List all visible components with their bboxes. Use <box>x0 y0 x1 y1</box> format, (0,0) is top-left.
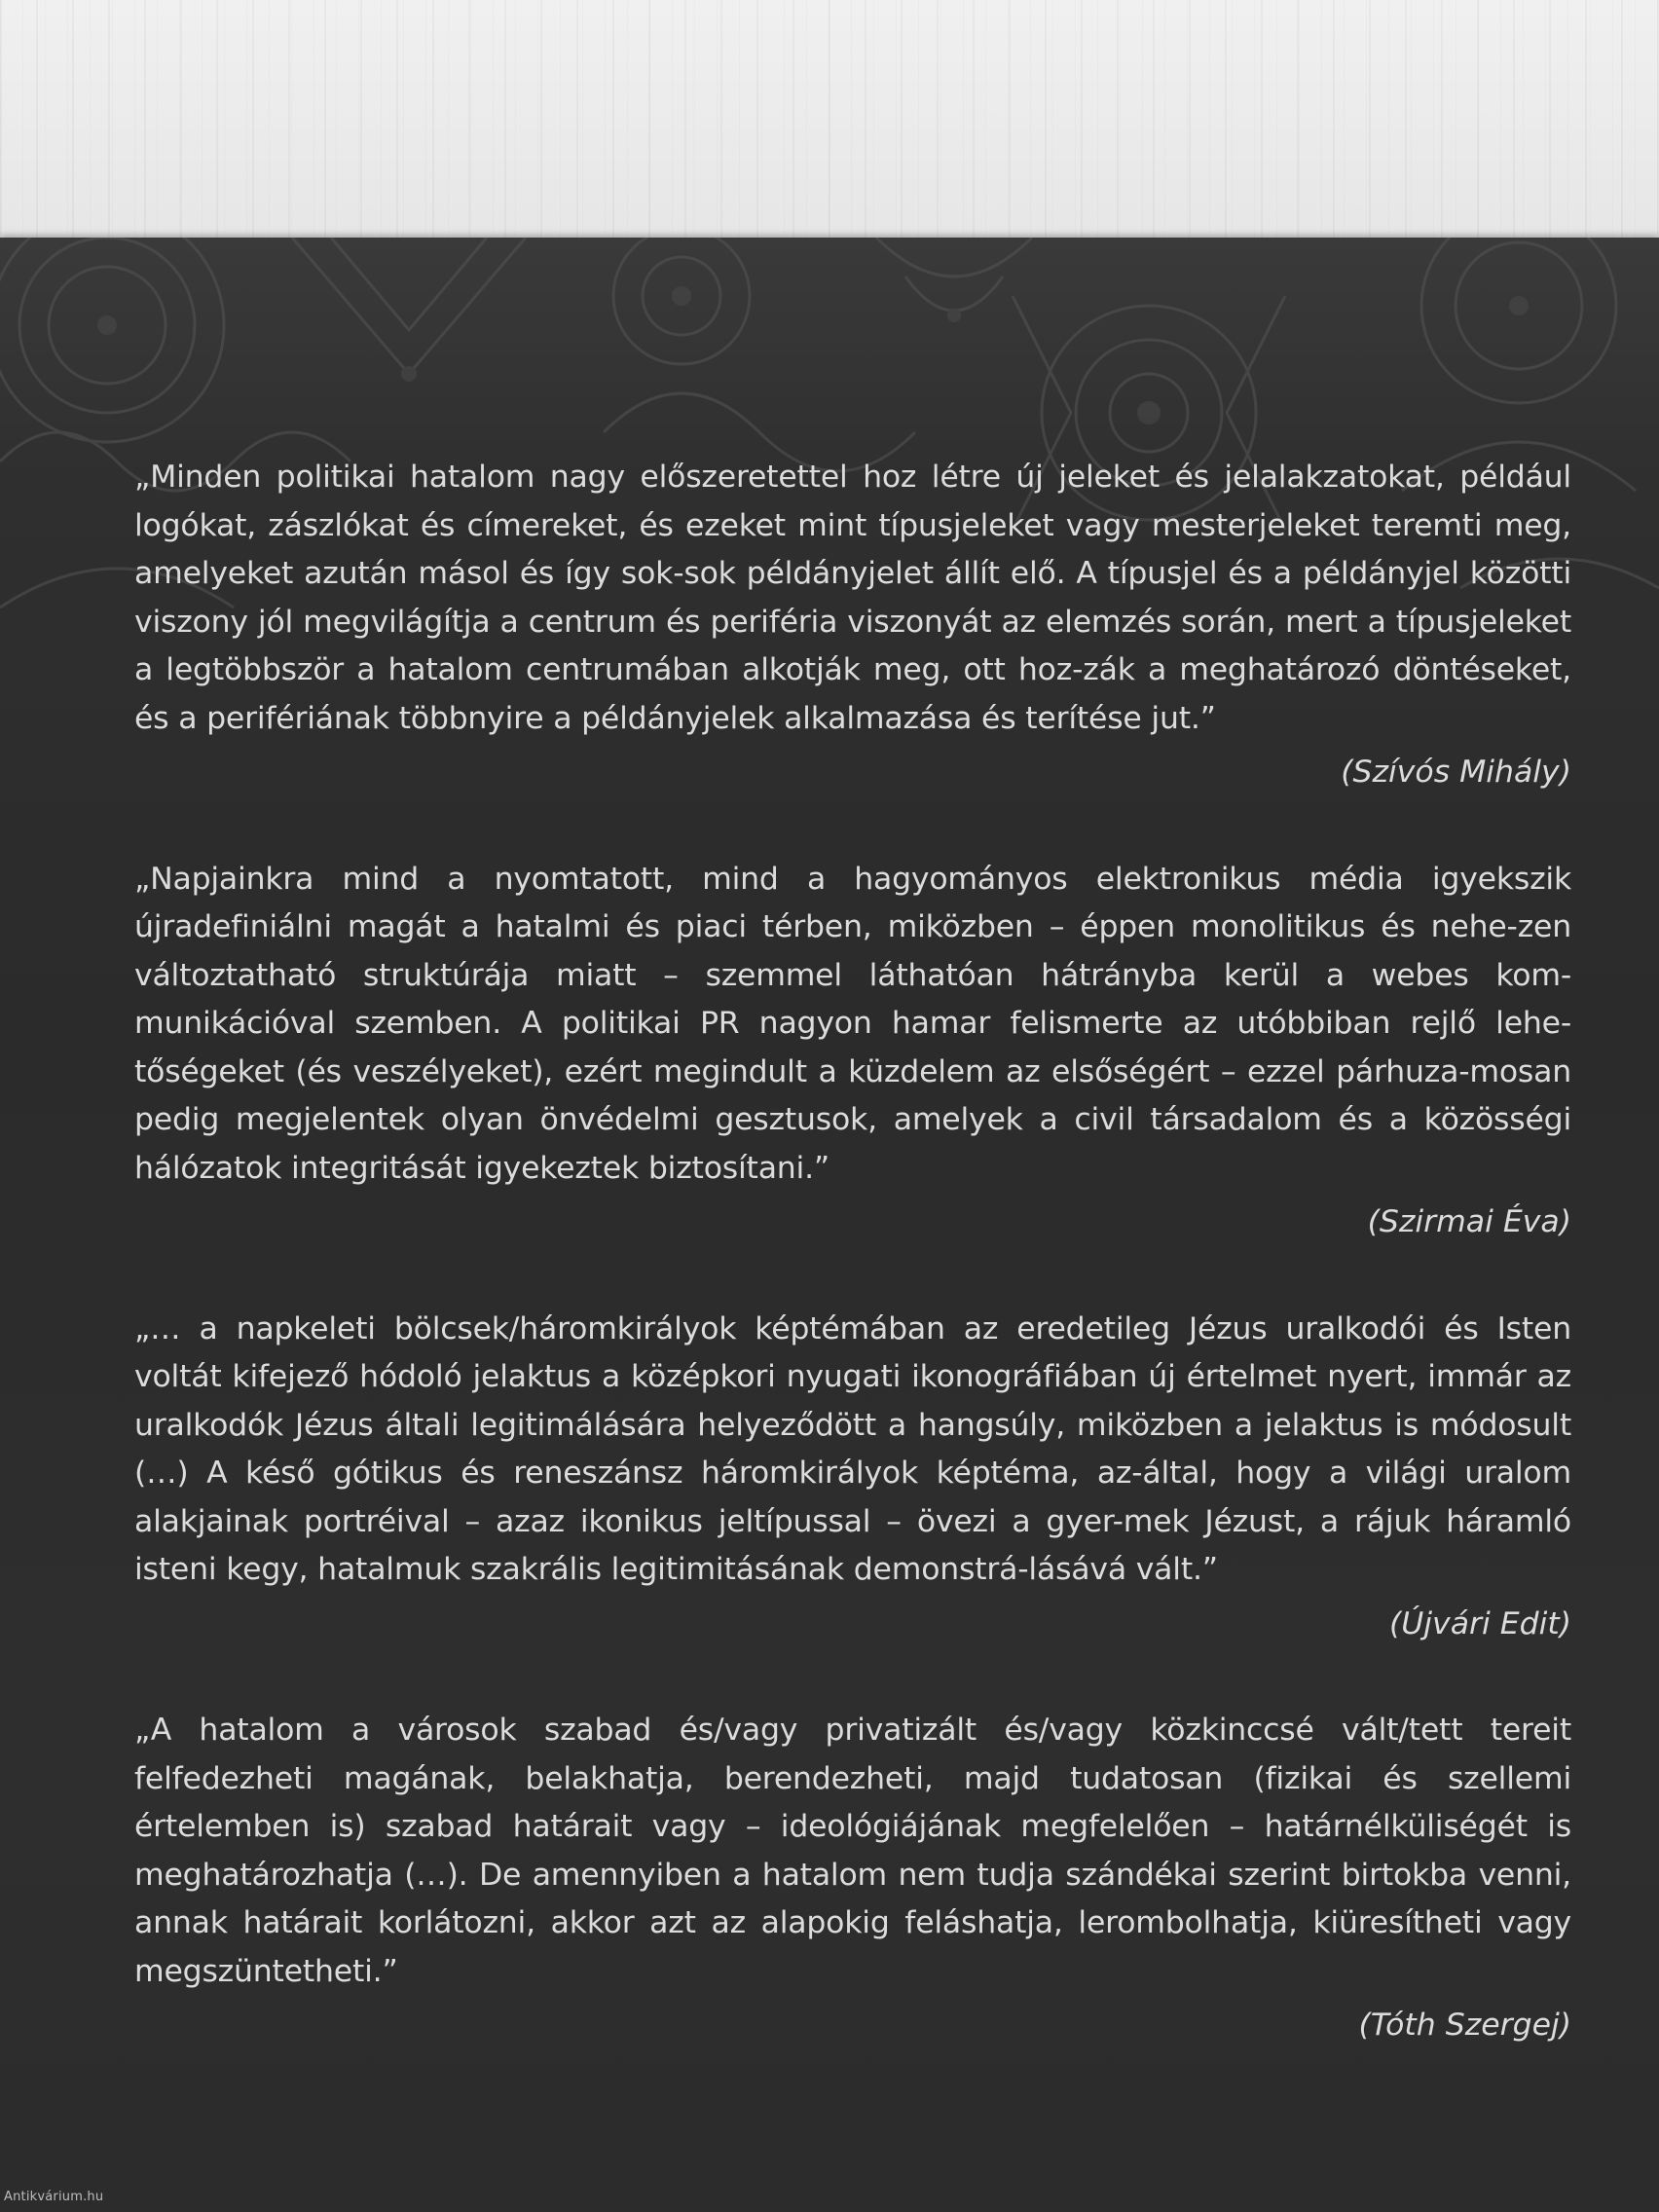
quote-block <box>134 1707 1571 2050</box>
book-back-cover <box>0 238 1659 2212</box>
quote-block <box>134 856 1571 1247</box>
quote-block <box>134 454 1571 797</box>
quote-text: „Napjainkra mind a nyomtatott, mind a hagyományos elektronikus média igyekszik újradefiniálni magát a hatalmi és piaci térben, miközben – éppen monolitikus és nehe-zen változtatható struktúrája miatt – szemmel láthatóan hátrányba kerül a webes kom-munikációval szemben. A politikai PR nagyon hamar felismerte az utóbbiban rejlő lehe-tőségeket (és veszélyeket), ezért megindult a küzdelem az elsőségért – ezzel párhuza-mosan pedig megjelentek olyan önvédelmi gesztusok, amelyek a civil társadalom és a közösségi hálózatok integritását igyekeztek biztosítani.” <box>134 861 1571 1186</box>
quotes-container <box>134 454 1571 2050</box>
quote-author: (Szívós Mihály) <box>1341 755 1571 790</box>
quote-text: „A hatalom a városok szabad és/vagy privatizált és/vagy közkinccsé vált/tett tereit felfedezheti magának, belakhatja, berendezheti, majd tudatosan (fizikai és szellemi értelemben is) szabad határait vagy – ideológiájának megfelelően – határnélküliségét is meghatározhatja (…). De amennyiben a hatalom nem tudja szándékai szerint birtokba venni, annak határait korlátozni, akkor azt az alapokig feláshatja, lerombolhatja, kiüresítheti vagy megszüntetheti.” <box>134 1713 1571 1989</box>
quote-author: (Tóth Szergej) <box>1358 2008 1571 2043</box>
table-surface <box>0 0 1659 241</box>
quote-block <box>134 1306 1571 1649</box>
quote-text: „… a napkeleti bölcsek/háromkirályok képtémában az eredetileg Jézus uralkodói és Isten voltát kifejező hódoló jelaktus a középkori nyugati ikonográfiában új értelmet nyert, immár az uralkodók Jézus általi legitimálására helyeződött a hangsúly, miközben a jelaktus is módosult (…) A késő gótikus és reneszánsz háromkirályok képtéma, az-által, hogy a világi uralom alakjainak portréival – azaz ikonikus jeltípussal – övezi a gyer-mek Jézust, a rájuk háramló isteni kegy, hatalmuk szakrális legitimitásának demonstrá-lásává vált.” <box>134 1310 1571 1587</box>
watermark: Antikvárium.hu <box>4 2190 104 2204</box>
quote-text: „Minden politikai hatalom nagy előszeretettel hoz létre új jeleket és jelalakzatokat, például logókat, zászlókat és címereket, és ezeket mint típusjeleket vagy mesterjeleket teremti meg, amelyeket azután másol és így sok-sok példányjelet állít elő. A típusjel és a példányjel közötti viszony jól megvilágítja a centrum és periféria viszonyát az elemzés során, mert a típusjeleket a legtöbbször a hatalom centrumában alkotják meg, ott hoz-zák a meghatározó döntéseket, és a perifériának többnyire a példányjelek alkalmazása és terítése jut.” <box>134 460 1571 736</box>
quote-author: (Újvári Edit) <box>1388 1605 1571 1641</box>
quote-author: (Szirmai Éva) <box>1367 1204 1571 1239</box>
